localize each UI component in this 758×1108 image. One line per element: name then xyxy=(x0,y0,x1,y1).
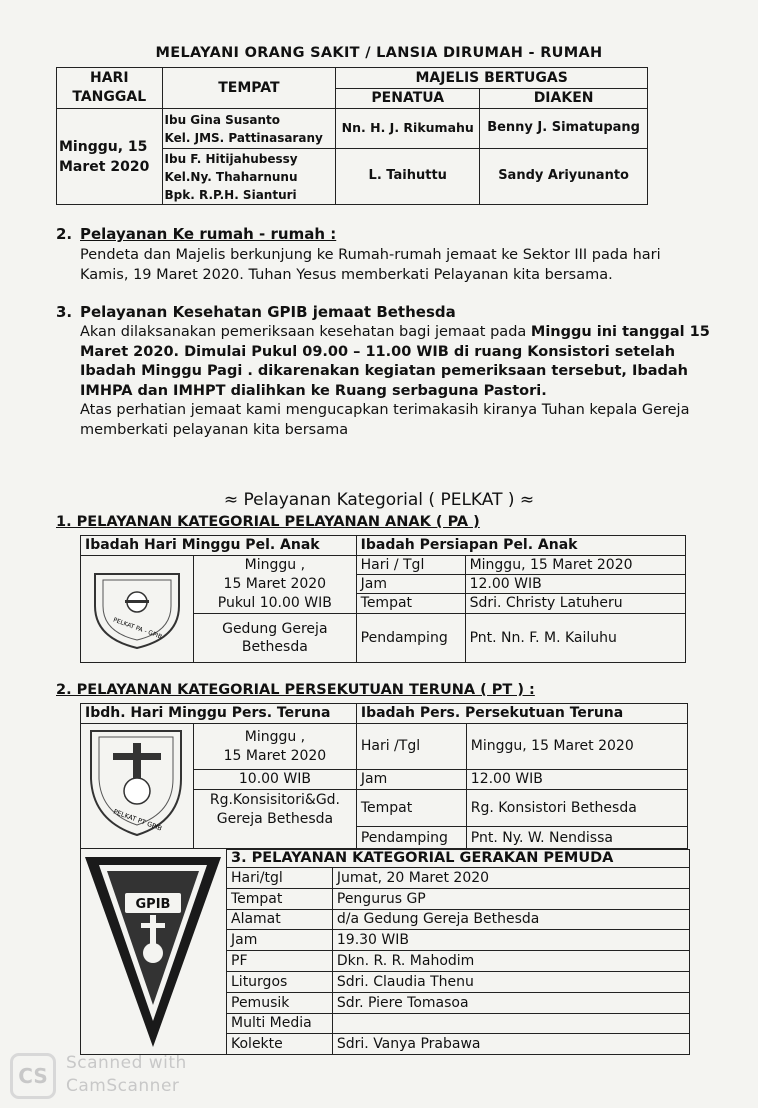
visit-date-cell xyxy=(57,109,163,205)
pt-value-2: 12.00 WIB xyxy=(466,770,687,790)
item3-line-5: Atas perhatian jemaat kami mengucapkan terimakasih kiranya Tuhan kepala Gereja xyxy=(80,402,690,418)
place-line: Ibu F. Hitijahubessy xyxy=(164,151,298,166)
pt-time: 10.00 WIB xyxy=(194,770,357,790)
gp-row-value: Jumat, 20 Maret 2020 xyxy=(332,868,689,889)
sick-visit-table xyxy=(56,67,648,205)
pa-day: Minggu , xyxy=(244,557,306,573)
pa-header-right: Ibadah Persiapan Pel. Anak xyxy=(356,536,685,556)
pt-logo-cell xyxy=(81,724,194,849)
place-line: Kel.Ny. Thaharnunu xyxy=(164,169,298,184)
pt-place-cell xyxy=(194,790,357,849)
gp-title: 3. PELAYANAN KATEGORIAL GERAKAN PEMUDA xyxy=(227,850,690,868)
header-majelis: MAJELIS BERTUGAS xyxy=(336,68,648,89)
pa-label-3: Tempat xyxy=(356,594,465,614)
pa-when-cell xyxy=(194,556,357,614)
gp-table xyxy=(226,849,690,1055)
gp-row-label: Liturgos xyxy=(227,971,333,992)
pt-label-3: Tempat xyxy=(356,790,466,827)
item2-body xyxy=(80,246,661,285)
item3-body xyxy=(80,323,710,440)
visit-date-line1: Minggu, 15 xyxy=(59,138,148,155)
pa-value-4: Pnt. Nn. F. M. Kailuhu xyxy=(465,614,685,663)
pt-value-3: Rg. Konsistori Bethesda xyxy=(466,790,687,827)
gp-row xyxy=(227,1034,690,1055)
item2-line: Kamis, 19 Maret 2020. Tuhan Yesus memberkati Pelayanan kita bersama. xyxy=(80,266,613,283)
place-line: Kel. JMS. Pattinasarany xyxy=(164,130,323,145)
pa-section-title: 1. PELAYANAN KATEGORIAL PELAYANAN ANAK ( PA ) xyxy=(56,514,480,530)
gp-row-label: Multi Media xyxy=(227,1013,333,1034)
item3-line-1 xyxy=(80,323,710,343)
pa-place: Gedung Gereja xyxy=(222,621,328,637)
pa-label-1: Hari / Tgl xyxy=(356,556,465,575)
header-date: TANGGAL xyxy=(72,89,147,105)
gp-logo-frame xyxy=(80,849,227,1055)
pelkat-heading: ≈ Pelayanan Kategorial ( PELKAT ) ≈ xyxy=(223,490,535,510)
pa-date: 15 Maret 2020 xyxy=(223,576,327,592)
header-place: TEMPAT xyxy=(162,68,336,109)
pa-place-cell xyxy=(194,614,357,663)
item2-line: Pendeta dan Majelis berkunjung ke Rumah-rumah jemaat ke Sektor III pada hari xyxy=(80,247,661,263)
gp-row xyxy=(227,992,690,1013)
gp-row-label: Alamat xyxy=(227,909,333,930)
penatua-2: L. Taihuttu xyxy=(336,149,480,205)
item2-title: Pelayanan Ke rumah - rumah : xyxy=(80,225,337,243)
gp-row-value: d/a Gedung Gereja Bethesda xyxy=(332,909,689,930)
visit-place-2 xyxy=(162,149,336,205)
gp-rows xyxy=(227,868,690,1055)
pa-logo-cell xyxy=(81,556,194,663)
pt-label-1: Hari /Tgl xyxy=(356,724,466,770)
gp-row-label: Pemusik xyxy=(227,992,333,1013)
pt-label-4: Pendamping xyxy=(356,827,466,849)
gp-row xyxy=(227,868,690,889)
item3-bold-text: Minggu ini tanggal 15 xyxy=(530,324,710,340)
header-day-date xyxy=(57,68,163,109)
pt-value-1: Minggu, 15 Maret 2020 xyxy=(466,724,687,770)
pa-place: Bethesda xyxy=(241,639,308,655)
watermark-line: Scanned with xyxy=(66,1053,187,1073)
gpib-logo xyxy=(81,849,227,1054)
gp-row-value: Pengurus GP xyxy=(332,888,689,909)
pelkat-pa-logo xyxy=(81,564,193,650)
pt-header-left: Ibdh. Hari Minggu Pers. Teruna xyxy=(81,704,357,724)
pt-day: Minggu , xyxy=(244,728,306,745)
gp-row-value: 19.30 WIB xyxy=(332,930,689,951)
item3-line-4: IMHPA dan IMHPT dialihkan ke Ruang serbaguna Pastori. xyxy=(80,382,547,399)
item3-title: Pelayanan Kesehatan GPIB jemaat Bethesda xyxy=(80,303,456,321)
pa-table xyxy=(80,535,686,663)
camscanner-logo: CS xyxy=(10,1053,56,1099)
place-line: Bpk. R.P.H. Sianturi xyxy=(164,187,297,202)
gp-row-value xyxy=(332,1013,689,1034)
visit-place-1 xyxy=(162,109,336,149)
gp-row xyxy=(227,971,690,992)
penatua-1: Nn. H. J. Rikumahu xyxy=(336,109,480,149)
gp-row xyxy=(227,888,690,909)
gpib-logo-text: GPIB xyxy=(135,897,171,912)
diaken-2: Sandy Ariyunanto xyxy=(480,149,648,205)
pa-value-1: Minggu, 15 Maret 2020 xyxy=(465,556,685,575)
pt-logo-text: PELKAT PT GPIB xyxy=(112,807,164,833)
pa-value-3: Sdri. Christy Latuheru xyxy=(465,594,685,614)
gp-row-label: Kolekte xyxy=(227,1034,333,1055)
place-line: Ibu Gina Susanto xyxy=(164,112,281,127)
visit-date-line2: Maret 2020 xyxy=(59,158,150,175)
gp-row-value: Sdr. Piere Tomasoa xyxy=(332,992,689,1013)
camscanner-text xyxy=(66,1052,187,1098)
page-title: MELAYANI ORANG SAKIT / LANSIA DIRUMAH - RUMAH xyxy=(155,45,603,61)
watermark-line: CamScanner xyxy=(66,1076,180,1096)
pt-when-cell xyxy=(194,724,357,770)
pelkat-pt-logo xyxy=(81,725,193,843)
pa-header-left: Ibadah Hari Minggu Pel. Anak xyxy=(81,536,357,556)
diaken-1: Benny J. Simatupang xyxy=(480,109,648,149)
gp-row-value: Dkn. R. R. Mahodim xyxy=(332,951,689,972)
pt-table xyxy=(80,703,688,849)
gp-row-label: Tempat xyxy=(227,888,333,909)
pt-section-title xyxy=(56,682,535,698)
pt-label-2: Jam xyxy=(356,770,466,790)
gp-row-value: Sdri. Claudia Thenu xyxy=(332,971,689,992)
header-diaken: DIAKEN xyxy=(480,89,648,109)
pt-place: Gereja Bethesda xyxy=(216,811,334,827)
pt-place: Rg.Konsisitori&Gd. xyxy=(209,792,340,808)
pa-logo-text: PELKAT PA - GPIB xyxy=(112,616,163,641)
gp-row xyxy=(227,951,690,972)
pa-value-2: 12.00 WIB xyxy=(465,575,685,594)
gp-row-label: PF xyxy=(227,951,333,972)
gp-row-value: Sdri. Vanya Prabawa xyxy=(332,1034,689,1055)
item2-number: 2. xyxy=(56,225,73,243)
item3-line-3: Ibadah Minggu Pagi . dikarenakan kegiatan pemeriksaan tersebut, Ibadah xyxy=(80,363,689,379)
gp-row xyxy=(227,930,690,951)
item3-text: Akan dilaksanakan pemeriksaan kesehatan bagi jemaat pada xyxy=(80,324,531,340)
header-day: HARI xyxy=(89,70,129,86)
pt-section-title-text: 2. PELAYANAN KATEGORIAL PERSEKUTUAN TERUNA ( PT ) : xyxy=(56,682,535,698)
item3-line-2: Maret 2020. Dimulai Pukul 09.00 – 11.00 WIB di ruang Konsistori setelah xyxy=(80,343,676,360)
pa-time: Pukul 10.00 WIB xyxy=(217,595,332,611)
pa-label-2: Jam xyxy=(356,575,465,594)
pt-header-right: Ibadah Pers. Persekutuan Teruna xyxy=(356,704,687,724)
pa-label-4: Pendamping xyxy=(356,614,465,663)
gp-row xyxy=(227,909,690,930)
item3-line-6: memberkati pelayanan kita bersama xyxy=(80,421,349,438)
gp-row xyxy=(227,1013,690,1034)
gp-row-label: Jam xyxy=(227,930,333,951)
pt-date: 15 Maret 2020 xyxy=(223,747,327,764)
gp-row-label: Hari/tgl xyxy=(227,868,333,889)
pt-value-4: Pnt. Ny. W. Nendissa xyxy=(466,827,687,849)
item3-number: 3. xyxy=(56,303,73,321)
header-penatua: PENATUA xyxy=(336,89,480,109)
